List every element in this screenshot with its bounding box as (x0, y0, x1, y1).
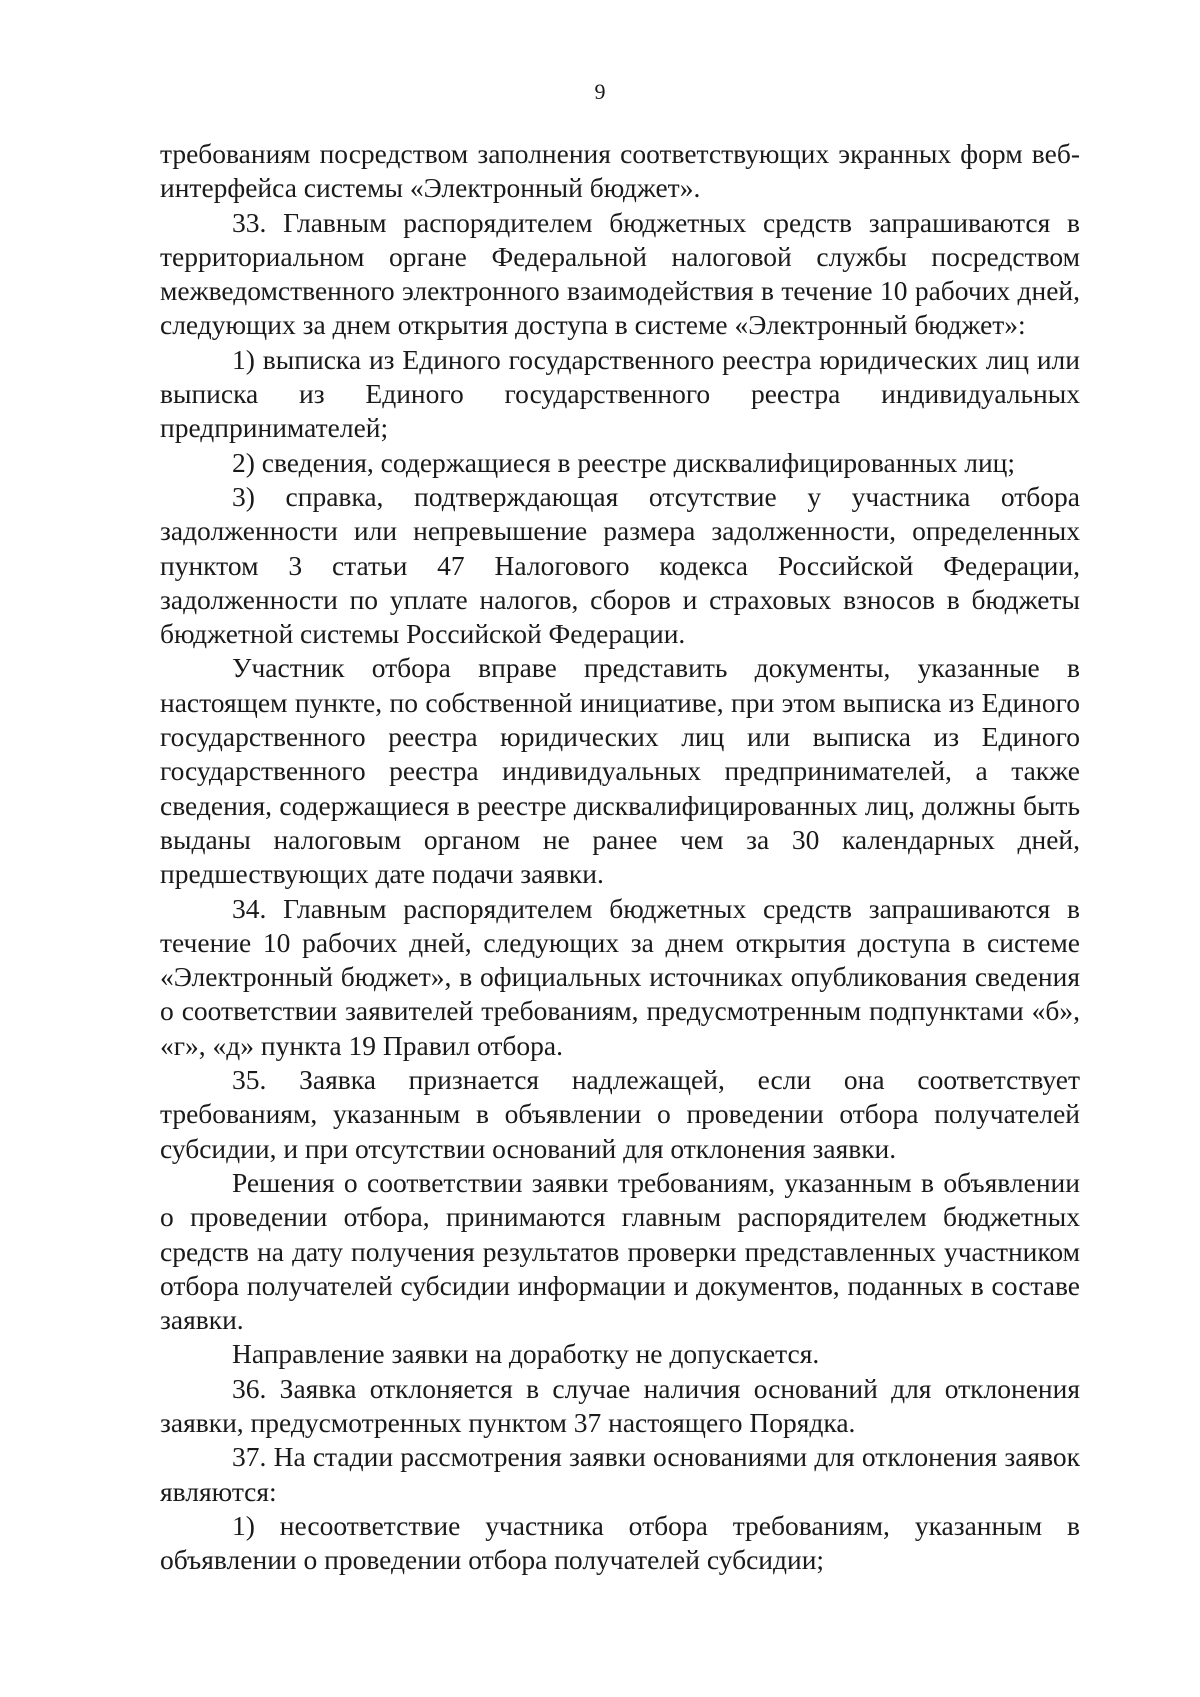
paragraph-item-37: 37. На стадии рассмотрения заявки основаниями для отклонения заявок являются: (160, 1441, 1080, 1507)
paragraph-item-35: 35. Заявка признается надлежащей, если она соответствует требованиям, указанным в объявлении о проведении отбора получателей субсидии, и при отсутствии оснований для отклонения заявки. (160, 1064, 1080, 1164)
paragraph-item-34: 34. Главным распорядителем бюджетных средств запрашиваются в течение 10 рабочих дней, следующих за днем открытия доступа в системе «Электронный бюджет», в официальных источниках опубликования сведения о соответствии заявителей требованиям, предусмотренным подпунктами «б», «г», «д» пункта 19 Правил отбора. (160, 892, 1080, 1061)
paragraph-participant-right: Участник отбора вправе представить документы, указанные в настоящем пункте, по собственной инициативе, при этом выписка из Единого государственного реестра юридических лиц или выписка из Единого государственного реестра индивидуальных предпринимателей, а также сведения, содержащиеся в реестре дисквалифицированных лиц, должны быть выданы налоговым органом не ранее чем за 30 календарных дней, предшествующих дате подачи заявки. (160, 652, 1080, 890)
paragraph-decisions: Решения о соответствии заявки требованиям, указанным в объявлении о проведении отбора, принимаются главным распорядителем бюджетных средств на дату получения результатов проверки представленных участником отбора получателей субсидии информации и документов, поданных в составе заявки. (160, 1166, 1080, 1336)
paragraph-subitem-33-3: 3) справка, подтверждающая отсутствие у участника отбора задолженности или непревышение размера задолженности, определенных пунктом 3 статьи 47 Налогового кодекса Российской Федерации, задолженности по уплате налогов, сборов и страховых взносов в бюджеты бюджетной системы Российской Федерации. (160, 480, 1080, 650)
paragraph-no-revision: Направление заявки на доработку не допускается. (232, 1338, 820, 1370)
paragraph-item-33: 33. Главным распорядителем бюджетных средств запрашиваются в территориальном органе Федеральной налоговой службы посредством межведомственного электронного взаимодействия в течение 10 рабочих дней, следующих за днем открытия доступа в системе «Электронный бюджет»: (160, 206, 1080, 341)
paragraph-subitem-33-2: 2) сведения, содержащиеся в реестре дисквалифицированных лиц; (232, 446, 1016, 478)
paragraph-item-36: 36. Заявка отклоняется в случае наличия оснований для отклонения заявки, предусмотренных пунктом 37 настоящего Порядка. (160, 1372, 1080, 1438)
paragraph-subitem-33-1: 1) выписка из Единого государственного реестра юридических лиц или выписка из Единого государственного реестра индивидуальных предпринимателей; (160, 343, 1080, 444)
document-body (160, 137, 1080, 1577)
page-number: 9 (594, 79, 606, 104)
paragraph-continuation: требованиям посредством заполнения соответствующих экранных форм веб-интерфейса системы «Электронный бюджет». (160, 138, 1080, 204)
paragraph-subitem-37-1: 1) несоответствие участника отбора требованиям, указанным в объявлении о проведении отбора получателей субсидии; (160, 1509, 1080, 1576)
